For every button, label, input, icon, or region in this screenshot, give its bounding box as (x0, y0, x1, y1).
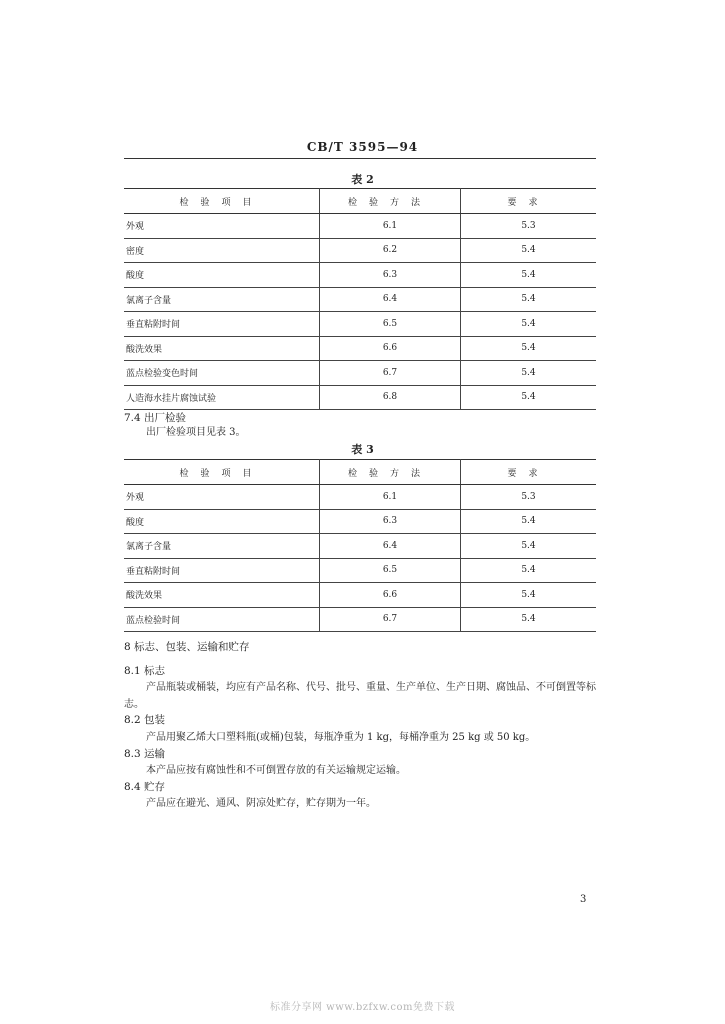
cell-requirement: 5.4 (461, 263, 597, 288)
cell-requirement: 5.4 (461, 312, 597, 337)
cell-method: 6.8 (320, 385, 461, 410)
cell-requirement: 5.4 (461, 287, 597, 312)
cell-item: 密度 (124, 238, 320, 263)
column-header-method: 检验方法 (320, 189, 461, 214)
cell-item: 外观 (124, 214, 320, 239)
cell-method: 6.7 (320, 607, 461, 632)
cell-item: 外观 (124, 485, 320, 510)
table-row (124, 336, 596, 361)
section-7-4-heading: 7.4 出厂检验 (124, 412, 187, 424)
cell-method: 6.4 (320, 287, 461, 312)
table-2 (124, 188, 596, 410)
standard-header: CB/T 3595—94 (306, 140, 419, 154)
cell-item: 酸洗效果 (124, 336, 320, 361)
cell-item: 垂直粘附时间 (124, 312, 320, 337)
section-8-1-text-line1: 产品瓶装或桶装，均应有产品名称、代号、批号、重量、生产单位、生产日期、腐蚀品、不可倒置等标 (146, 682, 596, 693)
cell-method: 6.3 (320, 263, 461, 288)
cell-item: 氯离子含量 (124, 287, 320, 312)
table-row (124, 607, 596, 632)
cell-item: 蓝点检验时间 (124, 607, 320, 632)
cell-requirement: 5.4 (461, 583, 597, 608)
section-8-4-text: 产品应在避光、通风、阴凉处贮存，贮存期为一年。 (146, 798, 376, 809)
footer-watermark: 标准分享网 www.bzfxw.com免费下载 (269, 1002, 455, 1013)
cell-item: 垂直粘附时间 (124, 558, 320, 583)
page-number: 3 (580, 894, 587, 905)
column-header-method: 检验方法 (320, 460, 461, 485)
table-header-row (124, 460, 596, 485)
cell-requirement: 5.4 (461, 534, 597, 559)
table-row (124, 214, 596, 239)
table-3 (124, 459, 596, 632)
section-8-2-heading: 8.2 包装 (124, 714, 166, 726)
table-row (124, 361, 596, 386)
header-rule (124, 158, 596, 159)
cell-requirement: 5.4 (461, 558, 597, 583)
table-row (124, 558, 596, 583)
cell-requirement: 5.4 (461, 509, 597, 534)
section-8-2-text: 产品用聚乙烯大口塑料瓶(或桶)包装，每瓶净重为 1 kg，每桶净重为 25 kg 或 50 kg。 (146, 732, 536, 743)
column-header-requirement: 要求 (461, 189, 597, 214)
cell-method: 6.1 (320, 214, 461, 239)
column-header-item: 检验项目 (124, 189, 320, 214)
cell-requirement: 5.3 (461, 214, 597, 239)
section-8-3-heading: 8.3 运输 (124, 748, 166, 760)
cell-method: 6.6 (320, 336, 461, 361)
cell-requirement: 5.4 (461, 238, 597, 263)
table-row (124, 312, 596, 337)
cell-item: 人造海水挂片腐蚀试验 (124, 385, 320, 410)
cell-item: 氯离子含量 (124, 534, 320, 559)
table-row (124, 238, 596, 263)
cell-requirement: 5.4 (461, 336, 597, 361)
section-8-4-heading: 8.4 贮存 (124, 781, 166, 793)
cell-requirement: 5.4 (461, 385, 597, 410)
column-header-item: 检验项目 (124, 460, 320, 485)
section-8-1-heading: 8.1 标志 (124, 665, 166, 677)
cell-method: 6.6 (320, 583, 461, 608)
table-header-row (124, 189, 596, 214)
table-3-caption: 表 3 (351, 443, 374, 456)
cell-requirement: 5.4 (461, 361, 597, 386)
table-row (124, 385, 596, 410)
cell-item: 酸度 (124, 263, 320, 288)
column-header-requirement: 要求 (461, 460, 597, 485)
section-8-1-text-line2: 志。 (124, 699, 144, 710)
table-row (124, 263, 596, 288)
cell-method: 6.4 (320, 534, 461, 559)
cell-requirement: 5.3 (461, 485, 597, 510)
cell-method: 6.5 (320, 558, 461, 583)
section-8-3-text: 本产品应按有腐蚀性和不可倒置存放的有关运输规定运输。 (146, 765, 406, 776)
table-row (124, 534, 596, 559)
table-2-caption: 表 2 (351, 173, 374, 186)
cell-method: 6.2 (320, 238, 461, 263)
cell-item: 蓝点检验变色时间 (124, 361, 320, 386)
cell-requirement: 5.4 (461, 607, 597, 632)
cell-method: 6.7 (320, 361, 461, 386)
table-row (124, 287, 596, 312)
section-8-heading: 8 标志、包装、运输和贮存 (124, 641, 250, 653)
cell-method: 6.5 (320, 312, 461, 337)
cell-method: 6.3 (320, 509, 461, 534)
table-row (124, 583, 596, 608)
table-row (124, 509, 596, 534)
section-7-4-text: 出厂检验项目见表 3。 (146, 427, 246, 438)
cell-item: 酸洗效果 (124, 583, 320, 608)
table-row (124, 485, 596, 510)
cell-item: 酸度 (124, 509, 320, 534)
cell-method: 6.1 (320, 485, 461, 510)
